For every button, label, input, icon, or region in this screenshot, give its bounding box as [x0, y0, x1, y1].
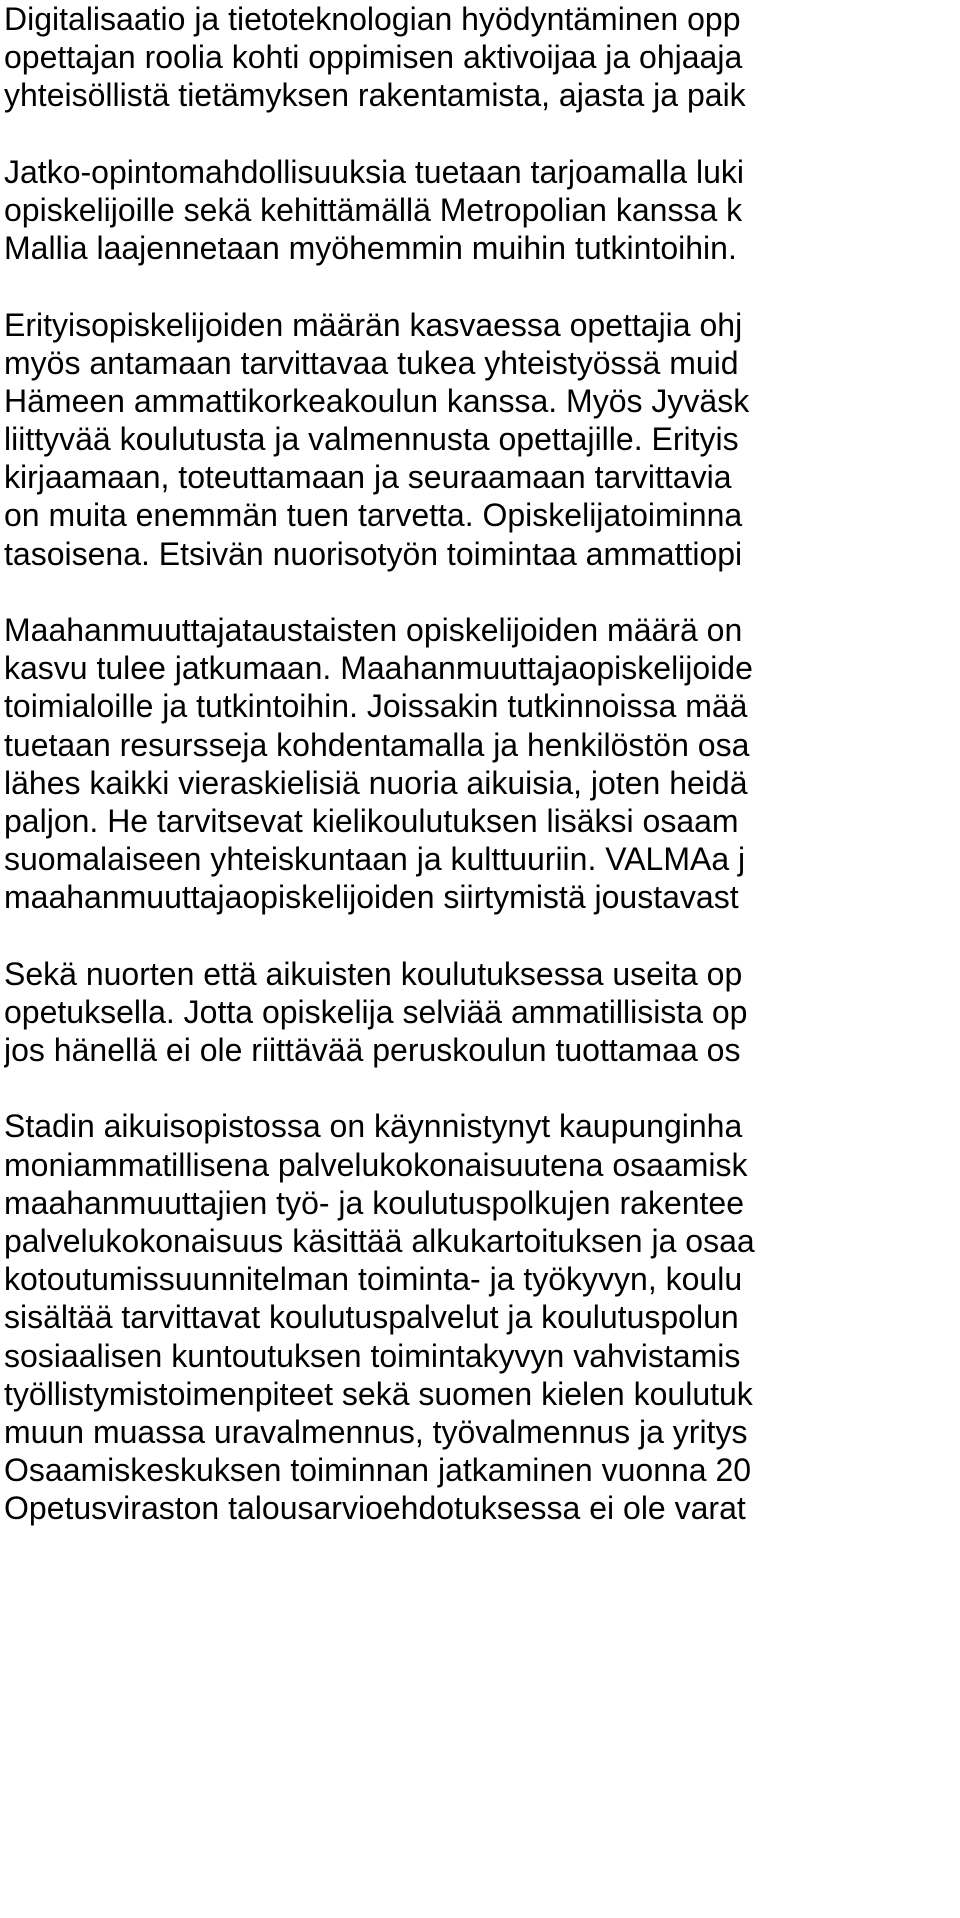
text-line: Osaamiskeskuksen toiminnan jatkaminen vuonna 20 — [4, 1452, 752, 1489]
text-line: Stadin aikuisopistossa on käynnistynyt kaupunginha — [4, 1108, 743, 1145]
text-line: opetuksella. Jotta opiskelija selviää ammatillisista op — [4, 993, 748, 1030]
text-line: maahanmuuttajaopiskelijoiden siirtymistä joustavast — [4, 879, 739, 916]
paragraph-digitalisation — [4, 0, 960, 115]
text-line: liittyvää koulutusta ja valmennusta opettajille. Erityis — [4, 421, 739, 458]
text-line: palvelukokonaisuus käsittää alkukartoituksen ja osaa — [4, 1223, 755, 1259]
text-line: Sekä nuorten että aikuisten koulutuksessa useita op — [4, 955, 743, 992]
text-line: kotoutumissuunnitelman toiminta- ja työkyvyn, koulu — [4, 1261, 743, 1298]
text-line: on muita enemmän tuen tarvetta. Opiskelijatoiminna — [4, 497, 743, 534]
paragraph-spacer — [4, 115, 960, 153]
text-line: lähes kaikki vieraskielisiä nuoria aikuisia, joten heidä — [4, 764, 748, 801]
text-line: opettajan roolia kohti oppimisen aktivoijaa ja ohjaaja — [4, 39, 743, 76]
text-line: Jatko-opintomahdollisuuksia tuetaan tarjoamalla luki — [4, 153, 744, 190]
text-line: työllistymistoimenpiteet sekä suomen kielen koulutuk — [4, 1375, 753, 1412]
text-line: Erityisopiskelijoiden määrän kasvaessa opettajia ohj — [4, 306, 743, 343]
paragraph-spacer — [4, 573, 960, 611]
text-line: tasoisena. Etsivän nuorisotyön toimintaa ammattiopi — [4, 535, 743, 572]
paragraph-special-needs — [4, 306, 960, 573]
paragraph-stadin-aikuisopisto — [4, 1107, 960, 1527]
text-line: yhteisöllistä tietämyksen rakentamista, ajasta ja paik — [4, 77, 746, 114]
text-line: toimialoille ja tutkintoihin. Joissakin tutkinnoissa mää — [4, 688, 748, 725]
paragraph-spacer — [4, 917, 960, 955]
text-line: maahanmuuttajien työ- ja koulutuspolkujen rakentee — [4, 1184, 745, 1221]
text-line: kirjaamaan, toteuttamaan ja seuraamaan tarvittavia — [4, 459, 732, 496]
text-line: jos hänellä ei ole riittävää peruskoulun tuottamaa os — [4, 1032, 741, 1069]
text-line: myös antamaan tarvittavaa tukea yhteistyössä muid — [4, 344, 739, 381]
text-line: muun muassa uravalmennus, työvalmennus ja yritys — [4, 1413, 748, 1450]
text-line: kasvu tulee jatkumaan. Maahanmuuttajaopiskelijoide — [4, 650, 753, 687]
paragraph-spacer — [4, 267, 960, 305]
text-line: tuetaan resursseja kohdentamalla ja henkilöstön osa — [4, 726, 750, 763]
paragraph-further-studies — [4, 153, 960, 268]
text-line: Digitalisaatio ja tietoteknologian hyödyntäminen opp — [4, 1, 741, 37]
text-line: suomalaiseen yhteiskuntaan ja kulttuuriin. VALMAa j — [4, 841, 746, 878]
text-line: Opetusviraston talousarvioehdotuksessa ei ole varat — [4, 1490, 746, 1527]
text-line: sosiaalisen kuntoutuksen toimintakyvyn vahvistamis — [4, 1337, 741, 1374]
text-line: Hämeen ammattikorkeakoulun kanssa. Myös Jyväsk — [4, 382, 750, 419]
document-page — [4, 0, 960, 1918]
paragraph-youth-adult-education — [4, 955, 960, 1070]
text-line: Maahanmuuttajataustaisten opiskelijoiden määrä on — [4, 612, 743, 648]
text-line: Mallia laajennetaan myöhemmin muihin tutkintoihin. — [4, 230, 737, 267]
text-line: paljon. He tarvitsevat kielikoulutuksen lisäksi osaam — [4, 802, 739, 839]
paragraph-immigrant-students — [4, 611, 960, 917]
paragraph-spacer — [4, 1069, 960, 1107]
text-line: opiskelijoille sekä kehittämällä Metropolian kanssa k — [4, 191, 743, 228]
text-line: sisältää tarvittavat koulutuspalvelut ja koulutuspolun — [4, 1299, 739, 1336]
text-line: moniammatillisena palvelukokonaisuutena osaamisk — [4, 1146, 748, 1183]
